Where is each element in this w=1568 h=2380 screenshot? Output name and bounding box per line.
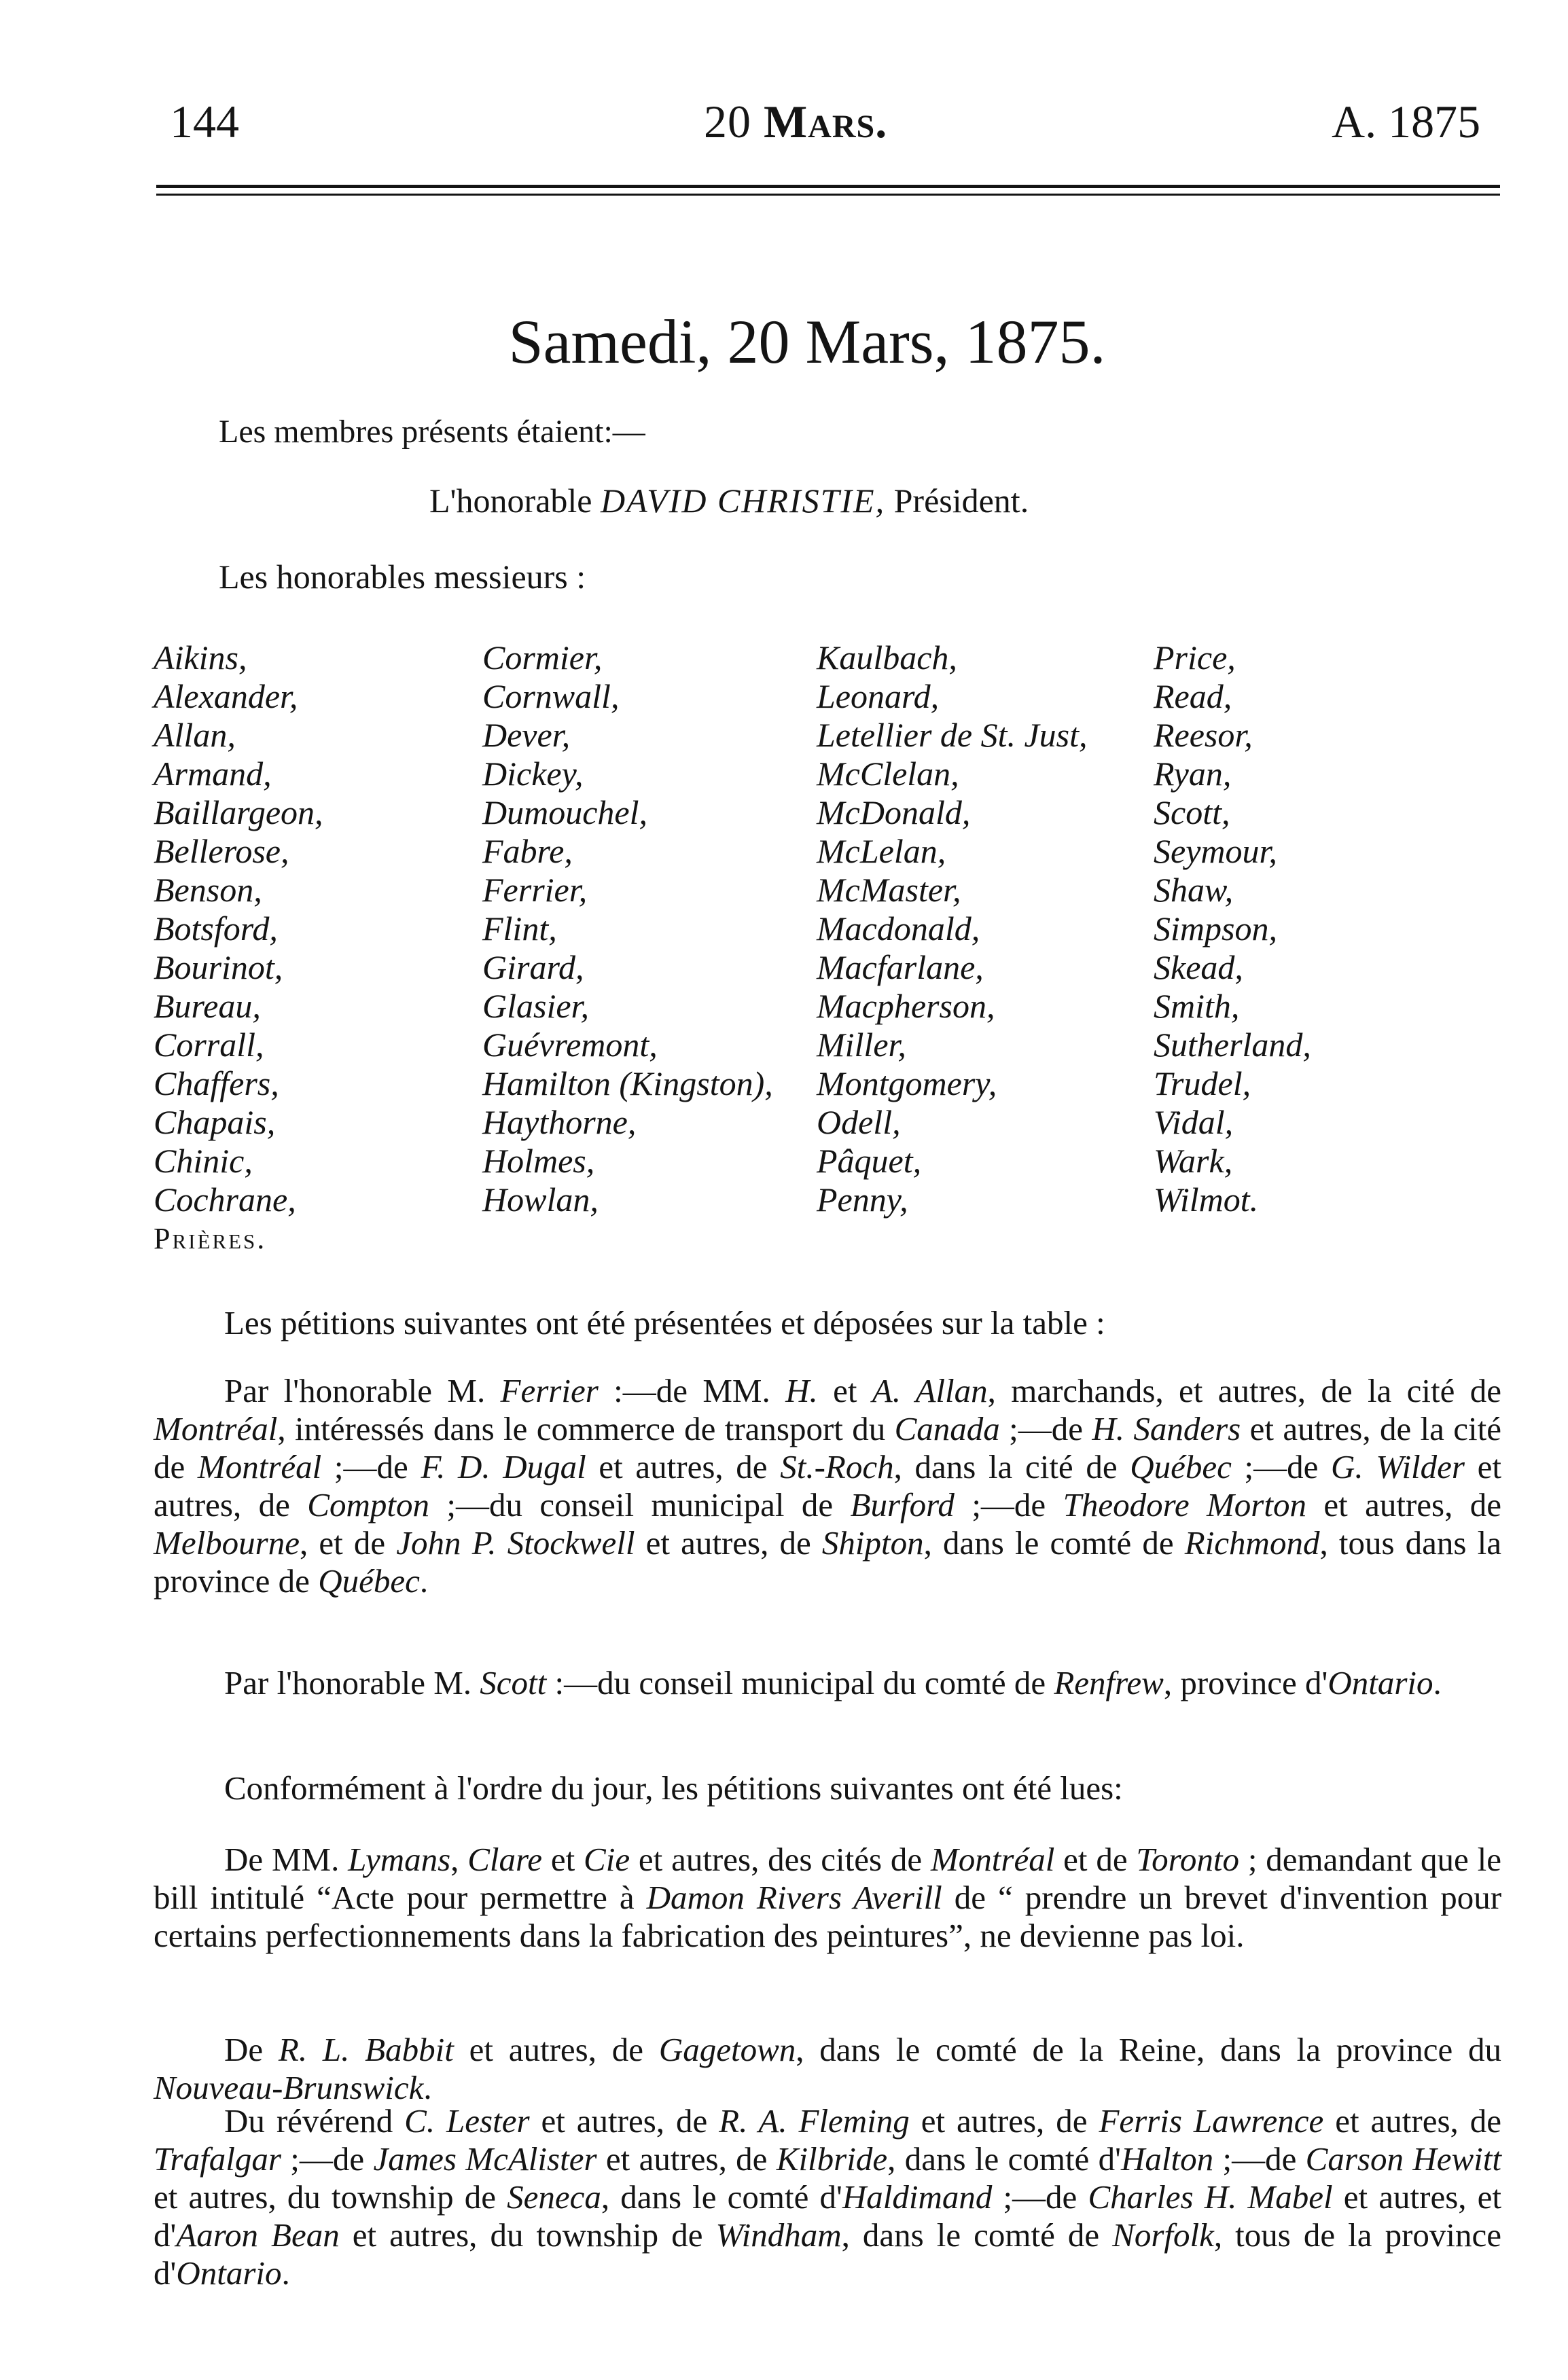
ordre-du-jour-paragraph: Conformément à l'ordre du jour, les pétitions suivantes ont été lues: xyxy=(224,1769,1123,1807)
member-name: Alexander, xyxy=(154,677,298,715)
member-name: Ferrier, xyxy=(482,871,588,909)
member-name: Vidal, xyxy=(1154,1103,1234,1141)
member-name: Howlan, xyxy=(482,1180,599,1219)
member-name: McClelan, xyxy=(817,755,959,793)
member-name: Macpherson, xyxy=(817,987,995,1025)
member-name: Armand, xyxy=(154,755,272,793)
member-name: Aikins, xyxy=(154,638,247,677)
member-name: Penny, xyxy=(817,1180,908,1219)
member-name: Allan, xyxy=(154,716,236,754)
member-name: Kaulbach, xyxy=(817,638,957,677)
lester-petition-paragraph: Du révérend C. Lester et autres, de R. A. Fleming et autres, de Ferris Lawrence et autres, de Trafalgar ;—de James McAlister et autres, de Kilbride, dans le comté d'Halton ;—de Carson Hewitt et autres, du township de Seneca, dans le comté d'Haldimand ;—de Charles H. Mabel et autres, et d'Aaron Bean et autres, du township de Windham, dans le comté de Norfolk, tous de la province d'Ontario. xyxy=(154,2102,1501,2292)
member-name: Wark, xyxy=(1154,1142,1233,1180)
member-name: Holmes, xyxy=(482,1142,595,1180)
member-name: Flint, xyxy=(482,909,557,948)
scott-petition-paragraph: Par l'honorable M. Scott :—du conseil municipal du comté de Renfrew, province d'Ontario. xyxy=(224,1664,1442,1701)
page-title: Samedi, 20 Mars, 1875. xyxy=(508,307,1106,376)
member-name: Montgomery, xyxy=(817,1064,997,1102)
member-name: Botsford, xyxy=(154,909,278,948)
member-name: Baillargeon, xyxy=(154,793,323,831)
lymans-petition-paragraph: De MM. Lymans, Clare et Cie et autres, des cités de Montréal et de Toronto ; demandant que le bill intitulé “Acte pour permettre à Damon Rivers Averill de “ prendre un brevet d'invention pour certains perfectionnements dans la fabrication des peintures”, ne devienne pas loi. xyxy=(154,1841,1502,1954)
ferrier-petitions-paragraph: Par l'honorable M. Ferrier :—de MM. H. et A. Allan, marchands, et autres, de la cité de Montréal, intéressés dans le commerce de transport du Canada ;—de H. Sanders et autres, de la cité de Montréal ;—de F. D. Dugal et autres, de St.-Roch, dans la cité de Québec ;—de G. Wilder et autres, de Compton ;—du conseil municipal de Burford ;—de Theodore Morton et autres, de Melbourne, et de John P. Stockwell et autres, de Shipton, dans le comté de Richmond, tous dans la province de Québec. xyxy=(154,1372,1502,1600)
members-column-1 xyxy=(154,638,323,1219)
member-name: McLelan, xyxy=(817,832,946,870)
president-line xyxy=(429,481,1029,520)
member-name: Trudel, xyxy=(1154,1064,1251,1102)
member-name: Chinic, xyxy=(154,1142,253,1180)
petitions-presented-paragraph: Les pétitions suivantes ont été présentées et déposées sur la table : xyxy=(224,1304,1105,1341)
member-name: Cochrane, xyxy=(154,1180,296,1219)
members-column-4 xyxy=(1154,638,1311,1219)
member-name: Macdonald, xyxy=(817,909,980,948)
members-column-2 xyxy=(482,638,773,1219)
member-name: Girard, xyxy=(482,948,584,986)
member-name: Chapais, xyxy=(154,1103,276,1141)
member-name: Cornwall, xyxy=(482,677,620,715)
member-name: Miller, xyxy=(817,1026,906,1064)
header-rule-thick xyxy=(156,185,1500,188)
member-name: Sutherland, xyxy=(1154,1026,1311,1064)
member-name: Dumouchel, xyxy=(482,793,647,831)
member-name: Cormier, xyxy=(482,638,603,677)
page-number: 144 xyxy=(170,96,239,147)
member-name: Shaw, xyxy=(1154,871,1234,909)
running-title-date: 20 xyxy=(704,96,751,147)
prieres-heading: Prières. xyxy=(154,1222,267,1255)
president-role: Président. xyxy=(893,482,1029,520)
year-label: A. 1875 xyxy=(1332,96,1481,147)
member-name: Pâquet, xyxy=(817,1142,922,1180)
member-name: Fabre, xyxy=(482,832,573,870)
member-name: Bourinot, xyxy=(154,948,283,986)
member-name: Corrall, xyxy=(154,1026,264,1064)
running-title xyxy=(704,95,887,149)
member-name: Bellerose, xyxy=(154,832,289,870)
member-name: Seymour, xyxy=(1154,832,1277,870)
honorables-intro: Les honorables messieurs : xyxy=(219,558,586,596)
member-name: Reesor, xyxy=(1154,716,1253,754)
members-column-3 xyxy=(817,638,1088,1219)
member-name: Price, xyxy=(1154,638,1236,677)
member-name: Hamilton (Kingston), xyxy=(482,1064,773,1102)
running-title-month: Mars. xyxy=(764,96,888,147)
member-name: Scott, xyxy=(1154,793,1230,831)
member-name: Read, xyxy=(1154,677,1232,715)
member-name: Bureau, xyxy=(154,987,261,1025)
babbit-petition-paragraph: De R. L. Babbit et autres, de Gagetown, dans le comté de la Reine, dans la province du Nouveau-Brunswick. xyxy=(154,2031,1502,2106)
president-prefix: L'honorable xyxy=(429,482,592,520)
member-name: Dickey, xyxy=(482,755,584,793)
header-rule-thin xyxy=(156,194,1500,196)
member-name: Glasier, xyxy=(482,987,589,1025)
president-name: DAVID CHRISTIE, xyxy=(600,482,886,520)
member-name: Wilmot. xyxy=(1154,1180,1259,1219)
members-intro: Les membres présents étaient:— xyxy=(219,414,645,450)
member-name: Simpson, xyxy=(1154,909,1277,948)
member-name: Haythorne, xyxy=(482,1103,637,1141)
member-name: McDonald, xyxy=(817,793,971,831)
member-name: Chaffers, xyxy=(154,1064,279,1102)
member-name: Leonard, xyxy=(817,677,940,715)
member-name: Ryan, xyxy=(1154,755,1232,793)
member-name: Benson, xyxy=(154,871,262,909)
member-name: Odell, xyxy=(817,1103,901,1141)
member-name: Guévremont, xyxy=(482,1026,658,1064)
member-name: Macfarlane, xyxy=(817,948,984,986)
member-name: Dever, xyxy=(482,716,571,754)
member-name: Smith, xyxy=(1154,987,1240,1025)
member-name: McMaster, xyxy=(817,871,961,909)
member-name: Skead, xyxy=(1154,948,1243,986)
member-name: Letellier de St. Just, xyxy=(817,716,1088,754)
